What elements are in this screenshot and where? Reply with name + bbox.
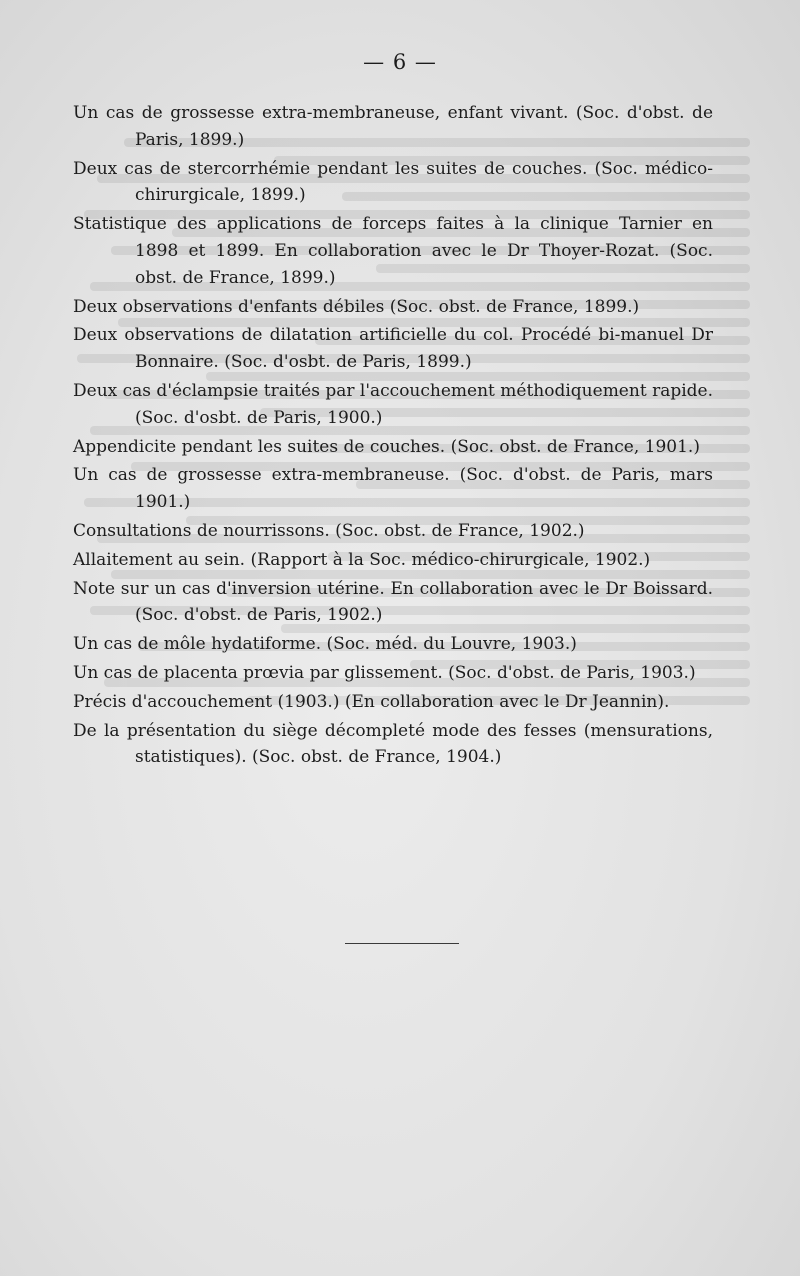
publication-entry: Un cas de grossesse extra-membraneuse, enfant vivant. (Soc. d'obst. de Paris, 1899.) [73, 103, 713, 150]
publication-entry: Appendicite pendant les suites de couches. (Soc. obst. de France, 1901.) [73, 436, 700, 457]
publication-entry: Précis d'accouchement (1903.) (En collaboration avec le Dr Jeannin). [73, 691, 670, 712]
section-divider [345, 943, 459, 944]
publication-entry: Deux cas d'éclampsie traités par l'accouchement méthodiquement rapide. (Soc. d'osbt. de Paris, 1900.) [73, 380, 713, 428]
publication-entry: Un cas de môle hydatiforme. (Soc. méd. du Louvre, 1903.) [73, 634, 577, 655]
publication-entry: Un cas de placenta prœvia par glissement. (Soc. d'obst. de Paris, 1903.) [73, 662, 696, 683]
publication-entry: De la présentation du siège décompleté mode des fesses (mensurations, statistiques). (Soc. obst. de France, 1904.) [73, 720, 713, 768]
publication-entry: Statistique des applications de forceps faites à la clinique Tarnier en 1898 et 1899. En collaboration avec le Dr Thoyer-Rozat. (Soc. obst. de France, 1899.) [73, 214, 713, 288]
publication-entry: Deux observations de dilatation artificielle du col. Procédé bi-manuel Dr Bonnaire. (Soc. d'osbt. de Paris, 1899.) [73, 325, 713, 373]
publication-entry: Consultations de nourrissons. (Soc. obst. de France, 1902.) [73, 520, 585, 541]
publication-entry: Allaitement au sein. (Rapport à la Soc. médico-chirurgicale, 1902.) [73, 549, 651, 570]
publication-entry: Note sur un cas d'inversion utérine. En collaboration avec le Dr Boissard. (Soc. d'obst. de Paris, 1902.) [73, 578, 713, 626]
publication-entry: Deux cas de stercorrhémie pendant les suites de couches. (Soc. médico-chirurgicale, 1899.) [73, 158, 713, 206]
publication-list [73, 100, 713, 773]
publication-entry: Deux observations d'enfants débiles (Soc. obst. de France, 1899.) [73, 296, 640, 317]
publication-entry: Un cas de grossesse extra-membraneuse. (Soc. d'obst. de Paris, mars 1901.) [73, 465, 713, 513]
page-number: — 6 — [363, 50, 437, 74]
